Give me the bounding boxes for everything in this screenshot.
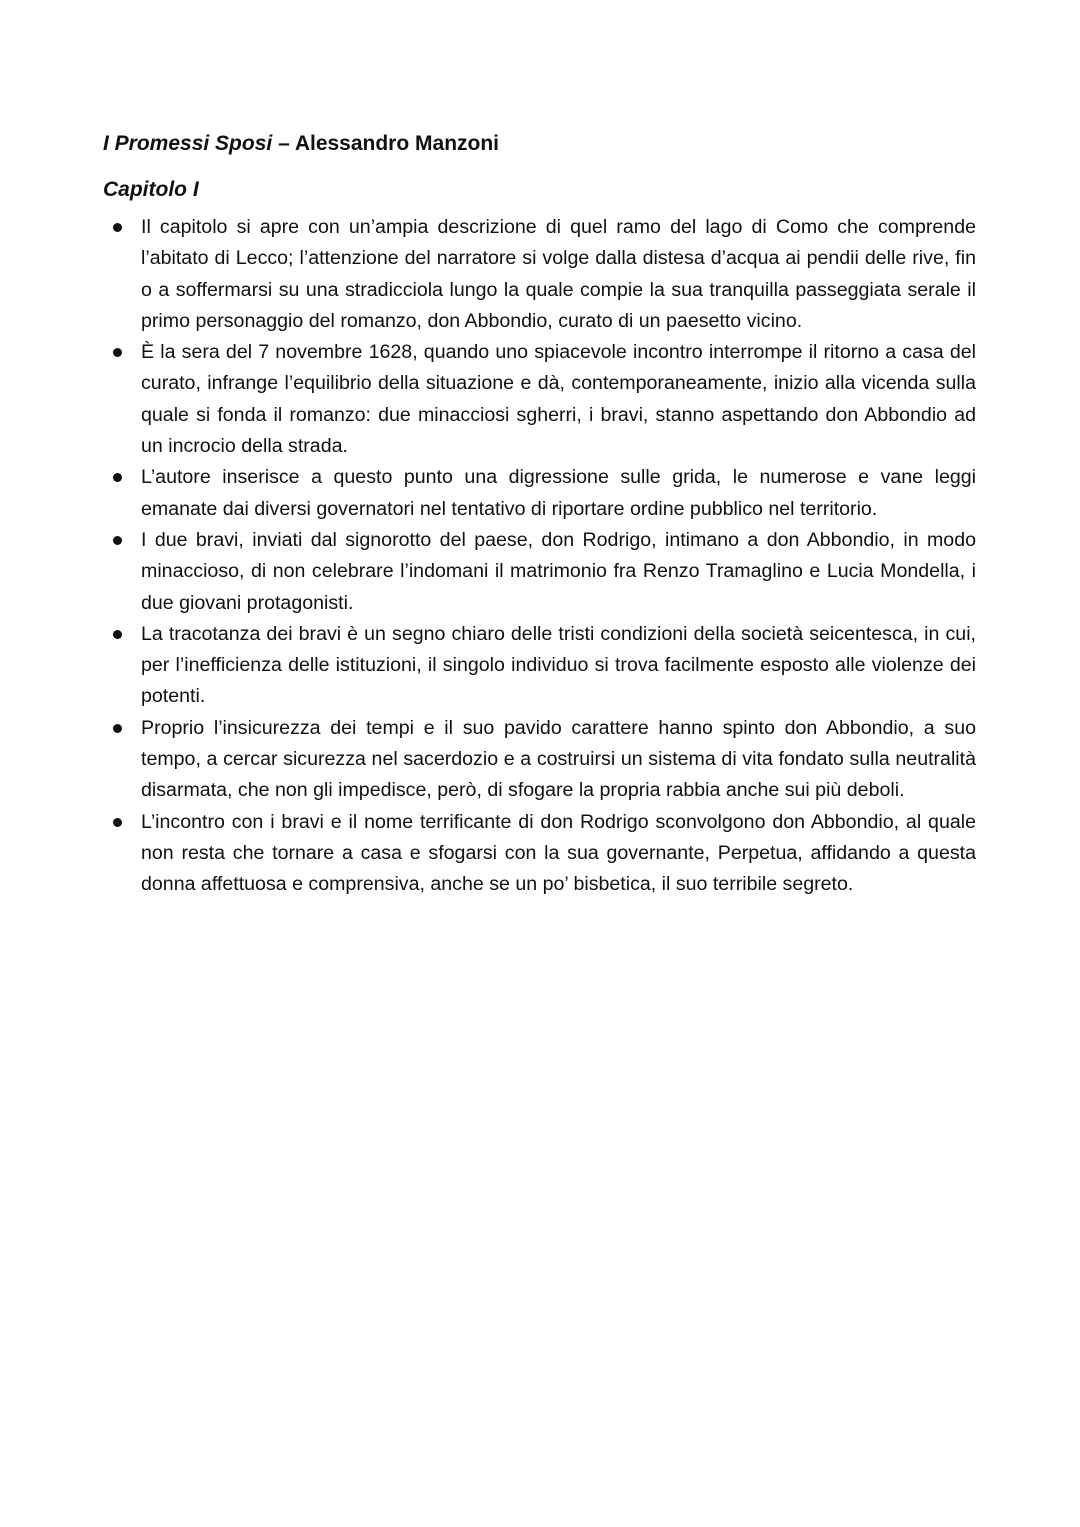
summary-list	[103, 212, 977, 901]
list-item	[103, 807, 976, 901]
list-item-text: I due bravi, inviati dal signorotto del paese, don Rodrigo, intimano a don Abbondio, in modo minaccioso, di non celebrare l’indomani il matrimonio fra Renzo Tramaglino e Lucia Mondella, i due giovani protagonisti.	[141, 528, 976, 614]
chapter-heading: Capitolo I	[103, 178, 199, 201]
list-item	[103, 212, 976, 337]
bullet-icon	[113, 536, 122, 545]
list-item-text: La tracotanza dei bravi è un segno chiaro delle tristi condizioni della società seicentesca, in cui, per l’inefficienza delle istituzioni, il singolo individuo si trova facilmente esposto alle violenze dei potenti.	[141, 622, 976, 708]
bullet-icon	[113, 818, 122, 827]
list-item	[103, 713, 976, 807]
bullet-icon	[113, 223, 122, 232]
list-item-text: Il capitolo si apre con un’ampia descrizione di quel ramo del lago di Como che comprende l’abitato di Lecco; l’attenzione del narratore si volge dalla distesa d’acqua ai pendii delle rive, fin o a soffermarsi su una stradicciola lungo la quale compie la sua tranquilla passeggiata serale il primo personaggio del romanzo, don Abbondio, curato di un paesetto vicino.	[141, 216, 976, 332]
title-work: I Promessi Sposi	[103, 132, 273, 155]
list-item	[103, 525, 976, 619]
bullet-icon	[113, 473, 122, 482]
list-item	[103, 462, 976, 525]
document-title	[103, 128, 977, 160]
title-author: Alessandro Manzoni	[294, 132, 500, 155]
bullet-icon	[113, 630, 122, 639]
title-separator: –	[272, 132, 295, 155]
list-item-text: Proprio l’insicurezza dei tempi e il suo pavido carattere hanno spinto don Abbondio, a suo tempo, a cercar sicurezza nel sacerdozio e a costruirsi un sistema di vita fondato sulla neutralità disarmata, che non gli impedisce, però, di sfogare la propria rabbia anche sui più deboli.	[141, 716, 976, 802]
list-item	[103, 337, 976, 462]
list-item	[103, 619, 976, 713]
list-item-text: È la sera del 7 novembre 1628, quando uno spiacevole incontro interrompe il ritorno a casa del curato, infrange l’equilibrio della situazione e dà, contemporaneamente, inizio alla vicenda sulla quale si fonda il romanzo: due minacciosi sgherri, i bravi, stanno aspettando don Abbondio ad un incrocio della strada.	[141, 341, 976, 458]
list-item-text: L’incontro con i bravi e il nome terrificante di don Rodrigo sconvolgono don Abbondio, al quale non resta che tornare a casa e sfogarsi con la sua governante, Perpetua, affidando a questa donna affettuosa e comprensiva, anche se un po’ bisbetica, il suo terribile segreto.	[141, 810, 976, 896]
bullet-icon	[113, 724, 122, 733]
bullet-icon	[113, 348, 122, 357]
list-item-text: L’autore inserisce a questo punto una digressione sulle grida, le numerose e vane leggi emanate dai diversi governatori nel tentativo di riportare ordine pubblico nel territorio.	[141, 466, 976, 520]
